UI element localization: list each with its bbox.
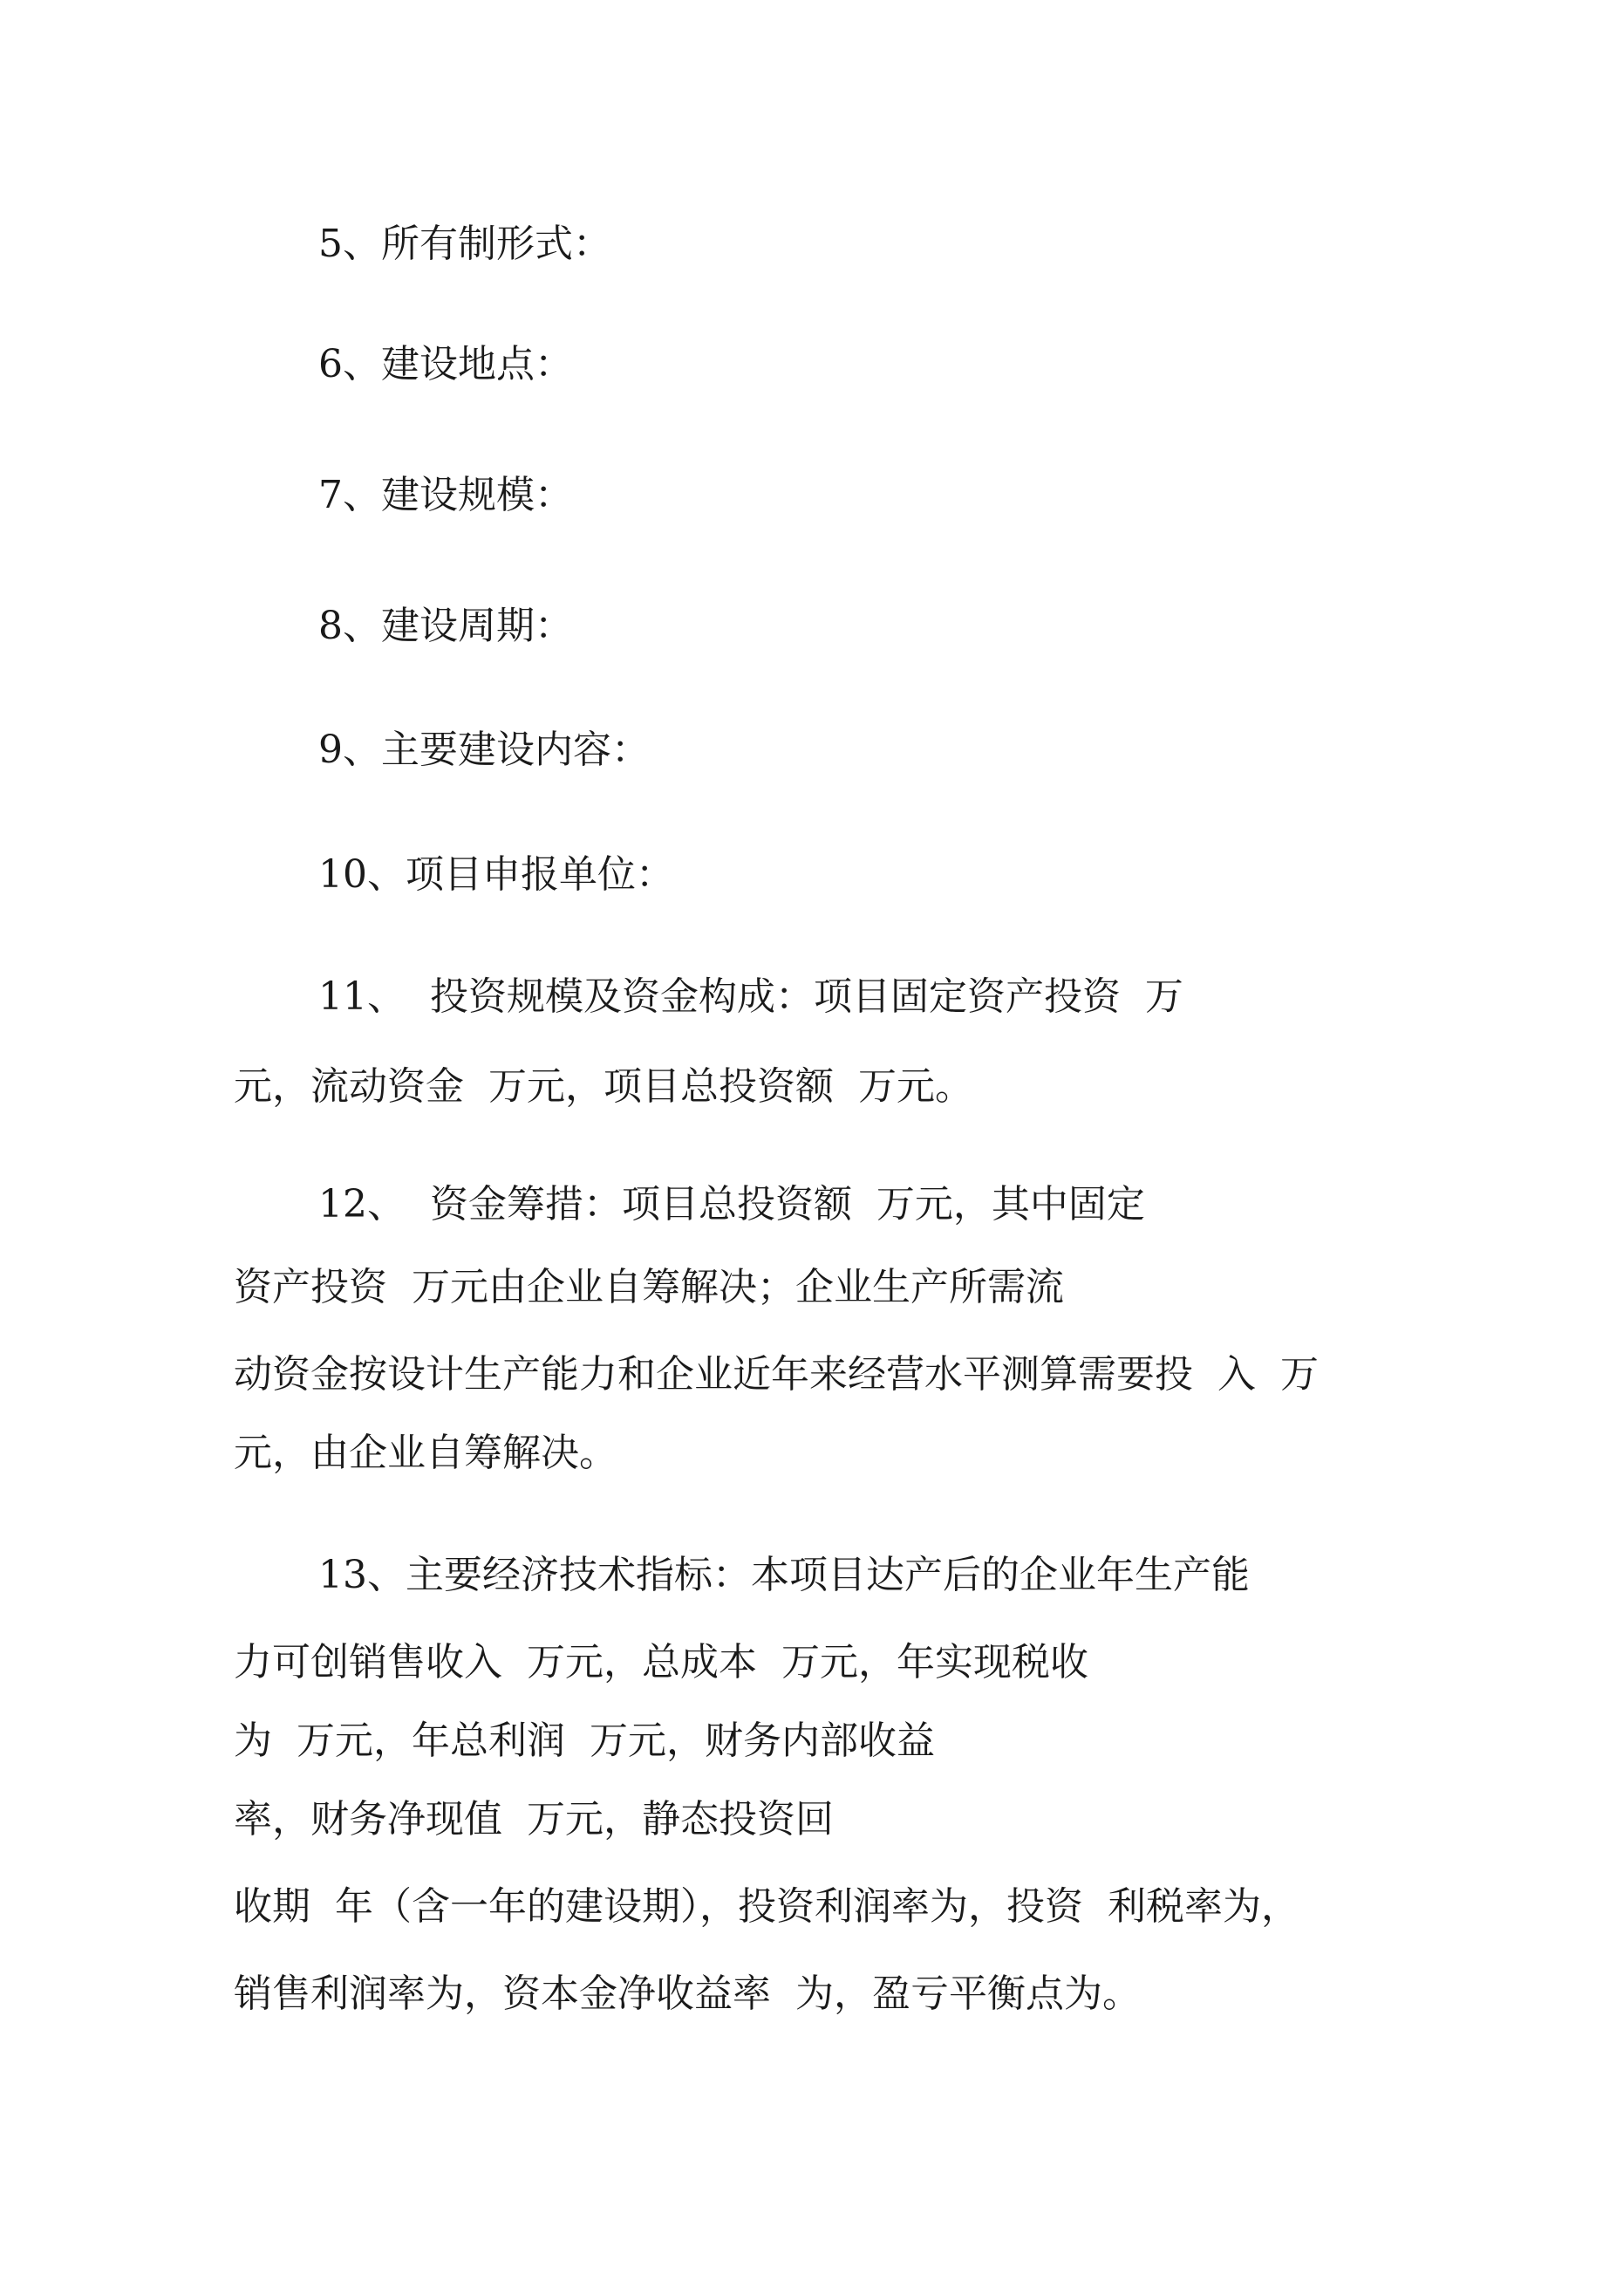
item-main-content: 9、主要建设内容：	[318, 728, 650, 772]
para12-line-2: 资产投资 万元由企业自筹解决；企业生产所需流	[234, 1265, 1064, 1309]
para13-line-2: 力可创销售收入 万元，总成本 万元，年实现税收	[234, 1640, 1088, 1684]
para11-line-2: 元，流动资金 万元，项目总投资额 万元。	[234, 1064, 973, 1109]
para12-line-3: 动资金按设计生产能力和企业近年来经营水平测算需要投 入 万	[234, 1352, 1319, 1397]
item-construction-site: 6、建设地点：	[318, 342, 573, 386]
item-construction-scale: 7、建设规模：	[318, 473, 573, 517]
para13-line-4: 率，财务净现值 万元，静态投资回	[234, 1797, 834, 1842]
para12-line-1: 12、 资金筹措：项目总投资额 万元，其中固定	[318, 1182, 1145, 1227]
para13-line-3: 为 万元，年总利润 万元，财务内部收益	[234, 1719, 935, 1763]
item-construction-period: 8、建设周期：	[318, 604, 573, 648]
item-applicant: 10、项目申报单位：	[318, 852, 674, 897]
item-ownership-form: 5、所有制形式：	[318, 222, 611, 266]
para13-line-6: 销售利润率为，资本金净收益率 为，盈亏平衡点为。	[234, 1971, 1141, 2016]
para12-line-4: 元，由企业自筹解决。	[234, 1431, 617, 1475]
para13-line-5: 收期 年（含一年的建设期），投资利润率为，投资 利税率为，	[234, 1884, 1299, 1929]
para13-line-1: 13、主要经济技术指标：本项目达产后的企业年生产能	[318, 1553, 1250, 1597]
para11-line-1: 11、 投资规模及资金构成：项目固定资产投资 万	[318, 974, 1183, 1019]
